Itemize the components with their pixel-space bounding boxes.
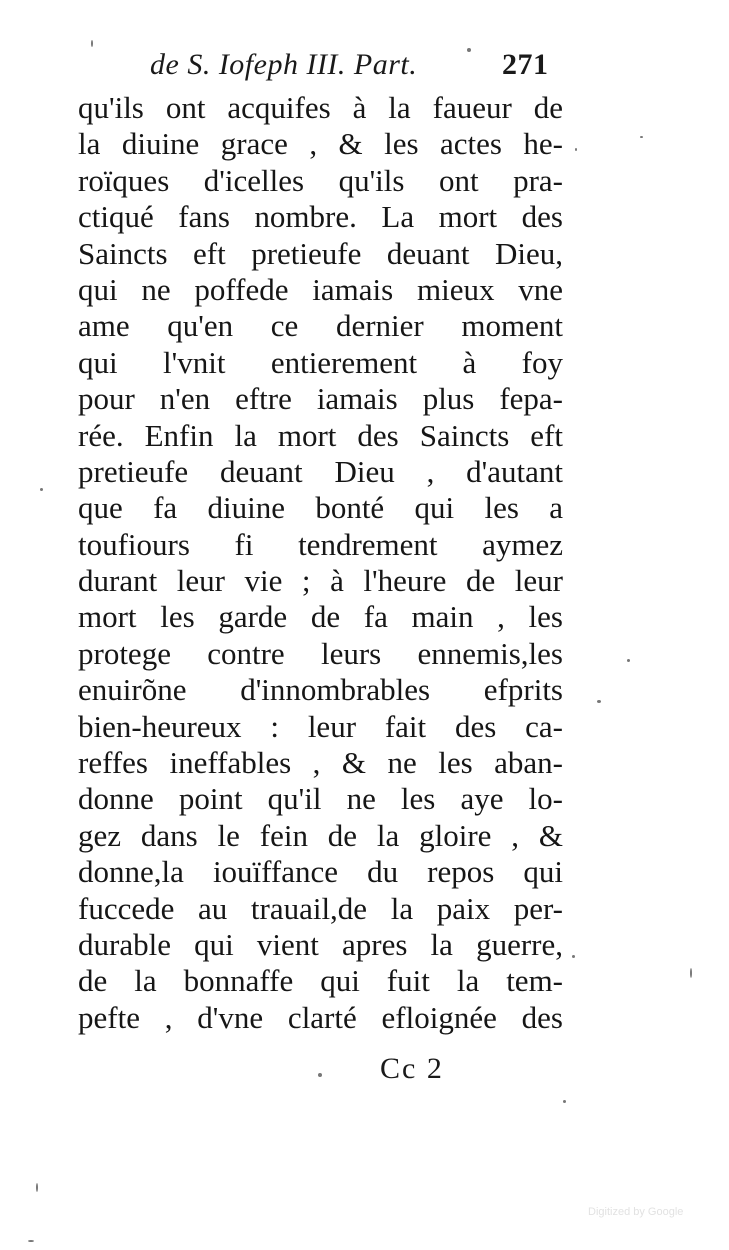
scan-speck [563,1100,566,1103]
text-line: pour n'en eftre iamais plus fepa- [78,381,563,417]
text-line: roïques d'icelles qu'ils ont pra- [78,162,563,198]
scan-speck [597,700,601,703]
running-head-title: de S. Iofeph III. Part. [150,48,418,81]
scan-speck [640,136,643,138]
body-text [78,90,563,1036]
scan-speck [318,1073,322,1077]
text-line: durant leur vie ; à l'heure de leur [78,563,563,599]
text-line: qui ne poffede iamais mieux vne [78,271,563,307]
scan-speck [36,1183,38,1192]
text-line: reffes ineffables , & ne les aban- [78,745,563,781]
text-line: fuccede au trauail,de la paix per- [78,890,563,926]
text-line: Saincts eft pretieufe deuant Dieu, [78,235,563,271]
text-line: qu'ils ont acquifes à la faueur de [78,90,563,125]
text-line: donne,la iouïffance du repos qui [78,854,563,890]
scan-speck [690,968,692,978]
running-head [150,48,570,88]
text-line: rée. Enfin la mort des Saincts eft [78,417,563,453]
scan-speck [91,40,93,47]
scan-speck [575,148,577,151]
scan-speck [572,955,575,958]
text-line: mort les garde de fa main , les [78,599,563,635]
text-line: que fa diuine bonté qui les a [78,490,563,526]
text-line: ame qu'en ce dernier moment [78,308,563,344]
page-number: 271 [502,48,549,81]
text-line: pretieufe deuant Dieu , d'autant [78,453,563,489]
signature-mark: Cc 2 [380,1052,444,1085]
text-line: donne point qu'il ne les aye lo- [78,781,563,817]
text-line: qui l'vnit entierement à foy [78,344,563,380]
text-line: la diuine grace , & les actes he- [78,126,563,162]
text-line: bien-heureux : leur fait des ca- [78,708,563,744]
scan-speck [467,48,471,52]
text-line: protege contre leurs ennemis,les [78,635,563,671]
text-line: pefte , d'vne clarté efloignée des [78,999,563,1035]
scan-speck [627,659,630,662]
scan-speck [28,1240,34,1242]
text-line: toufiours fi tendrement aymez [78,526,563,562]
scan-speck [40,488,43,491]
text-line: gez dans le fein de la gloire , & [78,817,563,853]
watermark: Digitized by Google [588,1206,684,1218]
text-line: ctiqué fans nombre. La mort des [78,199,563,235]
text-line: enuirõne d'innombrables efprits [78,672,563,708]
text-line: durable qui vient apres la guerre, [78,926,563,962]
text-line: de la bonnaffe qui fuit la tem- [78,963,563,999]
